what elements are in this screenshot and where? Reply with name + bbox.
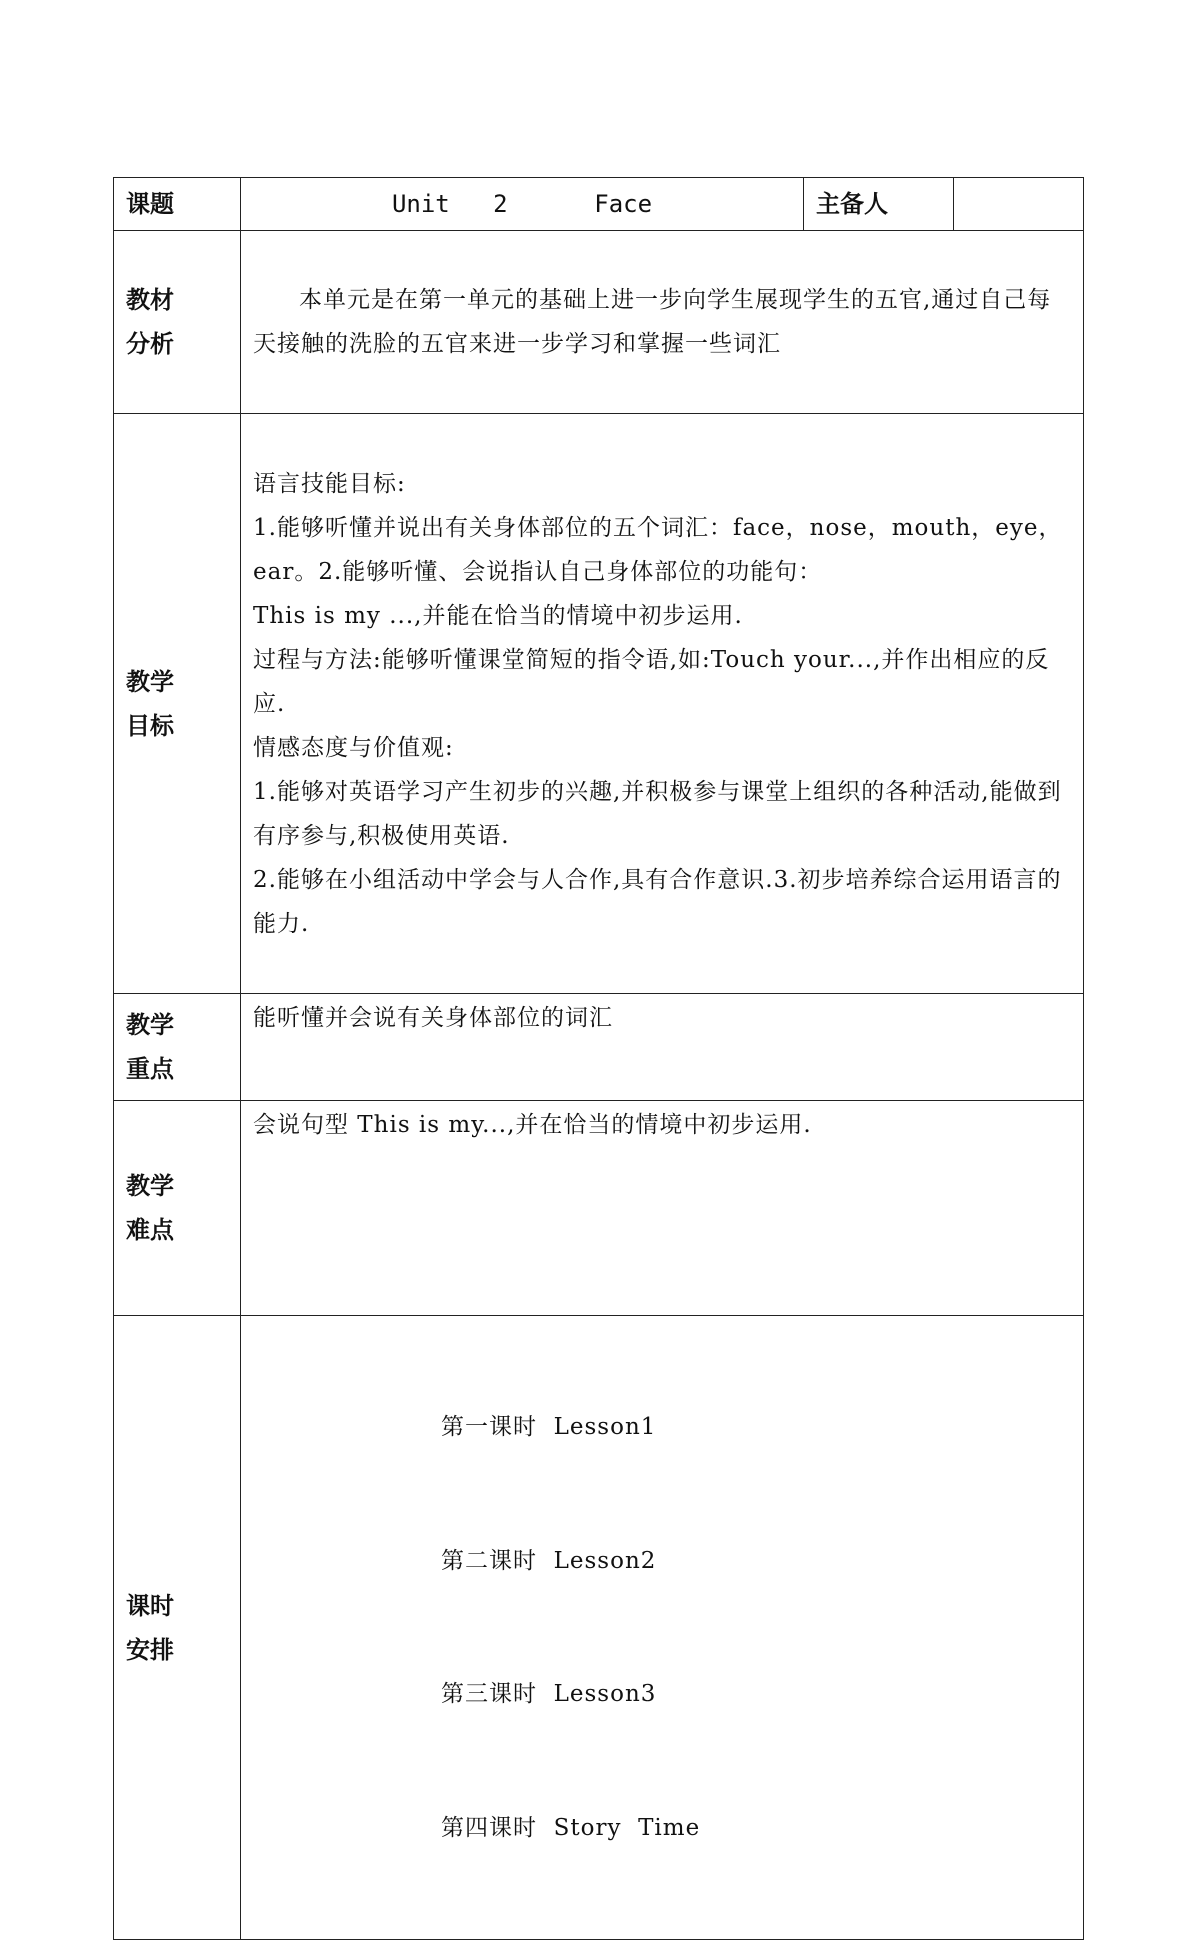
key-points-text: 能听懂并会说有关身体部位的词汇 [241, 994, 1084, 1101]
preparer-value [954, 178, 1084, 231]
difficulties-row [114, 1101, 1084, 1316]
lesson-item: 第一课时 Lesson1 [441, 1414, 657, 1440]
schedule-row [114, 1316, 1084, 1940]
objectives-line: 情感态度与价值观: [253, 734, 454, 761]
difficulties-label: 教学 难点 [114, 1101, 241, 1316]
lesson-item: 第三课时 Lesson3 [441, 1681, 657, 1707]
objectives-label: 教学 目标 [114, 414, 241, 994]
topic-label: 课题 [114, 178, 241, 231]
material-row [114, 231, 1084, 414]
preparer-label: 主备人 [804, 178, 954, 231]
objectives-line: 过程与方法:能够听懂课堂简短的指令语,如:Touch your...,并作出相应的反应. [253, 646, 1050, 717]
topic-value: Unit 2 Face [241, 178, 804, 231]
objectives-content [241, 414, 1084, 994]
material-label: 教材 分析 [114, 231, 241, 414]
lesson-item: 第二课时 Lesson2 [441, 1547, 657, 1574]
schedule-label: 课时 安排 [114, 1316, 241, 1940]
objectives-row [114, 414, 1084, 994]
difficulties-text: 会说句型 This is my...,并在恰当的情境中初步运用. [241, 1101, 1084, 1316]
key-points-label: 教学 重点 [114, 994, 241, 1101]
lesson-item: 第四课时 Story Time [441, 1814, 701, 1841]
objectives-line: 1.能够听懂并说出有关身体部位的五个词汇：face，nose，mouth，eye，ear。2.能够听懂、会说指认自己身体部位的功能句： [253, 514, 1063, 585]
objectives-line: 2.能够在小组活动中学会与人合作,具有合作意识.3.初步培养综合运用语言的能力. [253, 866, 1062, 937]
key-points-row [114, 994, 1084, 1101]
schedule-content [241, 1316, 1084, 1940]
objectives-line: 1.能够对英语学习产生初步的兴趣,并积极参与课堂上组织的各种活动,能做到有序参与,积极使用英语. [253, 778, 1062, 849]
objectives-line: This is my ...,并能在恰当的情境中初步运用. [253, 602, 743, 629]
objectives-line: 语言技能目标: [253, 470, 406, 497]
header-row [114, 178, 1084, 231]
lesson-plan-table [113, 177, 1084, 1940]
material-text: 本单元是在第一单元的基础上进一步向学生展现学生的五官,通过自己每天接触的洗脸的五官来进一步学习和掌握一些词汇 [241, 231, 1084, 414]
